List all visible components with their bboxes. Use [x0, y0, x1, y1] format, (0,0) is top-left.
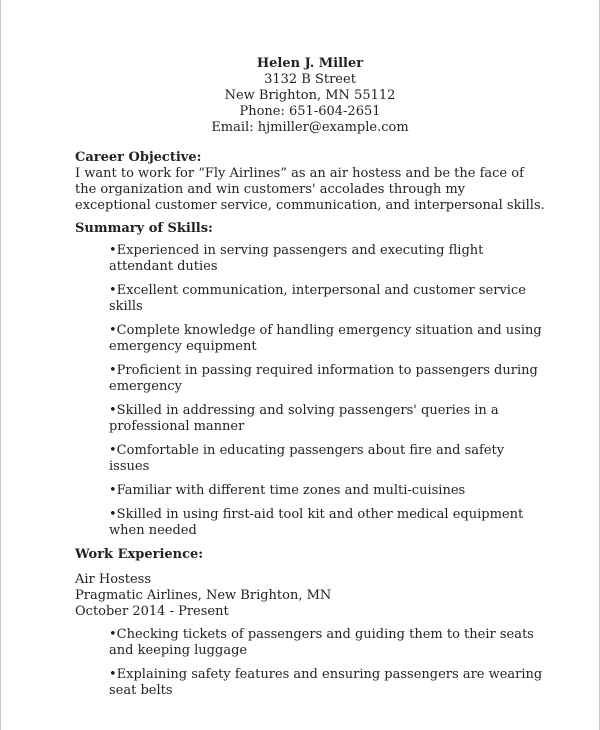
skill-item: •Comfortable in educating passengers about fire and safety issues: [109, 443, 505, 474]
candidate-name: Helen J. Miller: [256, 56, 364, 71]
skill-item: •Excellent communication, interpersonal and customer service skills: [109, 283, 526, 314]
skill-item: •Experienced in serving passengers and executing flight attendant duties: [109, 243, 484, 274]
work-experience-section: [75, 547, 545, 699]
work-experience-heading: Work Experience:: [75, 547, 204, 562]
skill-item: •Skilled in using first-aid tool kit and other medical equipment when needed: [109, 507, 524, 538]
address-line-2: New Brighton, MN 55112: [224, 88, 396, 103]
career-objective-section: [75, 150, 545, 214]
resume-body: [75, 150, 545, 707]
skills-list: [109, 243, 545, 539]
address-line-1: 3132 B Street: [264, 72, 356, 87]
contact-header: [1, 56, 600, 136]
job-entry: [75, 572, 545, 699]
skill-item: •Skilled in addressing and solving passengers' queries in a professional manner: [109, 403, 499, 434]
job-position: Air Hostess: [75, 572, 151, 587]
job-duty-item: •Checking tickets of passengers and guiding them to their seats and keeping luggage: [109, 627, 534, 658]
job-company: Pragmatic Airlines, New Brighton, MN: [75, 588, 332, 603]
career-objective-heading: Career Objective:: [75, 150, 202, 165]
job-duties-list: [109, 627, 545, 699]
skills-section: [75, 221, 545, 539]
phone-line: Phone: 651-604-2651: [239, 104, 381, 119]
career-objective-text: I want to work for “Fly Airlines” as an air hostess and be the face of the organization and win customers' accolades through my exceptional customer service, communication, and interpersonal skills.: [75, 166, 545, 213]
job-dates: October 2014 - Present: [75, 604, 229, 619]
skill-item: •Complete knowledge of handling emergency situation and using emergency equipment: [109, 323, 542, 354]
skill-item: •Proficient in passing required information to passengers during emergency: [109, 363, 538, 394]
skills-heading: Summary of Skills:: [75, 221, 213, 236]
job-duty-item: •Explaining safety features and ensuring passengers are wearing seat belts: [109, 667, 543, 698]
email-line: Email: hjmiller@example.com: [211, 120, 409, 135]
skill-item: •Familiar with different time zones and multi-cuisines: [109, 483, 466, 498]
